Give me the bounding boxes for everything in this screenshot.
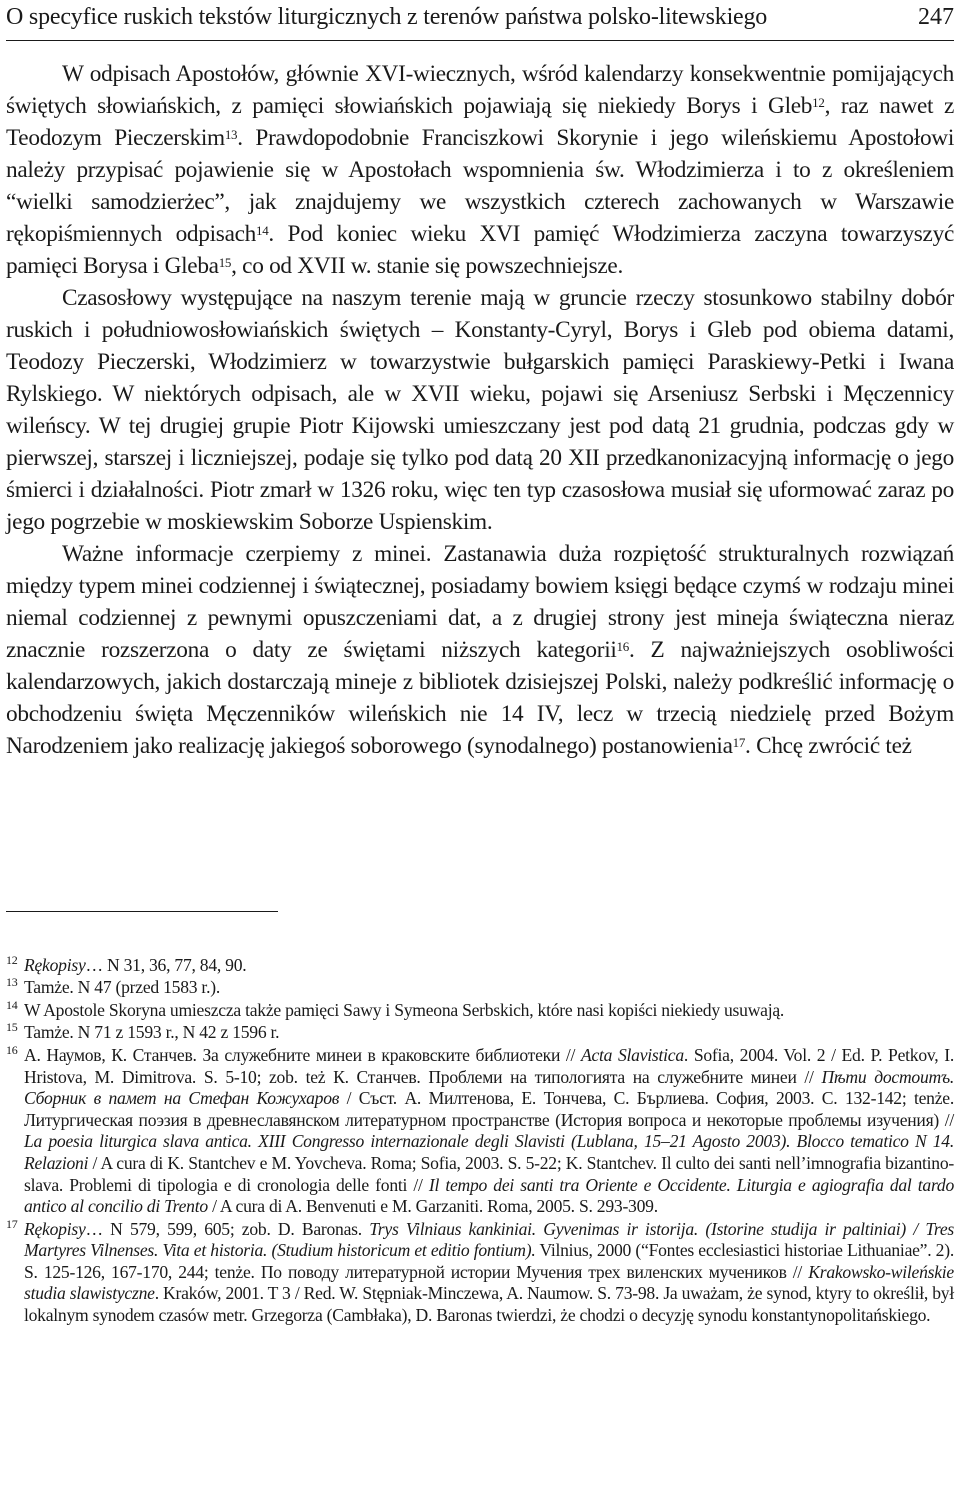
footnote-text: Vilnius, 2000 (“Fontes ecclesiastici historiae Lithuaniae”. 2). S. 125-126, 167-170, 244; tenże. По поводу литературной истории Мучения трех виленских мучеников // <box>24 1240 954 1282</box>
text-run: . Pod koniec wieku XVI pamięć Włodzimierza zaczyna towarzyszyć pamięci Borysa i Gleba <box>6 221 954 279</box>
footnote-text: W Apostole Skoryna umieszcza także pamięci Sawy i Symeona Serbskich, które nasi kopiści niekiedy usuwają. <box>24 999 785 1020</box>
text-run: . Prawdopodobnie Franciszkowi Skorynie i jego wileńskiemu Apostołowi należy przypisać pojawienie się w Apostołach wspomnienia św. Włodzimierza i to z określeniem “wielki samodzierżec”, jak znajdujemy we wszystkich czterech zachowanych w Warszawie rękopiśmiennych odpisach <box>6 125 954 247</box>
page-number: 247 <box>918 4 954 30</box>
text-run: . Chcę zwrócić też <box>745 733 912 759</box>
footnote-italic: Rękopisy <box>24 1218 86 1239</box>
paragraph-2: Czasosłowy występujące na naszym terenie mają w gruncie rzeczy stosunkowo stabilny dobór ruskich i południowosłowiańskich świętych – Konstanty-Cyryl, Borys i Gleb pod obiema datami, Teodozy Pieczerski, Włodzimierz w towarzystwie bułgarskich pamięci Paraskiewy-Petki i Iwana Rylskiego. W niektórych odpisach, ale w XVII wieku, pojawi się Arseniusz Serbski i Męczennicy wileńscy. W tej drugiej grupie Piotr Kijowski umieszczany jest pod datą 21 grudnia, podczas gdy w pierwszej, starszej i liczniejszej, podaje się tylko pod datą 20 XII przedkanonizacyjną informację o jego śmierci i działalności. Piotr zmarł w 1326 roku, więc ten typ czasosłowa musiał się uformować zaraz po jego pogrzebie w moskiewskim Soborze Uspienskim. <box>6 285 954 535</box>
footnote-text: / Съст. А. Милтенова, Е. Тончева, С. Бърлиева. София, 2003. С. 132-142; tenże. Литургическая поэзия в древнеславянском литературном пространстве (История вопроса и некоторые проблемы изучения) // <box>24 1088 954 1130</box>
text-run: . Z najważniejszych osobliwości kalendarzowych, jakich dostarczają mineje z bibliotek dzisiejszej Polski, należy podkreślić informację o obchodzeniu święta Męczenników wileńskich nie 14 IV, lecz w trzecią niedzielę przed Bożym Narodzeniem jako realizację jakiegoś soborowego (synodalnego) postanowienia <box>6 637 954 759</box>
running-title: O specyfice ruskich tekstów liturgicznych z terenów państwa polsko-litewskiego <box>6 4 768 30</box>
main-text <box>6 58 954 762</box>
footnote-text: . Kraków, 2001. T 3 / Red. W. Stępniak-Minczewa, A. Naumow. S. 73-98. Ja uważam, że synod, ktyry to określił, był lokalnym synodem czasów metr. Grzegorza (Cambłaka), D. Baronas twierdzi, że chodzi o decyzję synodu konstantynopolitańskiego. <box>24 1283 954 1325</box>
footnote-italic: Пѣти достоитъ. Сборник в памет на Стефан Кожухаров <box>24 1066 954 1109</box>
footnote-text: . Sofia, 2004. Vol. 2 / Ed. P. Petkov, I. Hristova, M. Dimitrova. S. 5-10; zob. też К. Станчев. Проблеми на типологията на служебните минеи // <box>24 1044 954 1087</box>
footnote-italic: Rękopisy <box>24 955 86 975</box>
footnote-15 <box>6 1022 954 1044</box>
footnote-ref-14[interactable]: 14 <box>256 222 269 238</box>
text-run: W odpisach Apostołów, głównie XVI-wiecznych, wśród kalendarzy konsekwentnie pomijających świętych słowiańskich, z pamięci słowiańskich pojawiają się niekiedy Borys i Gleb <box>6 61 954 119</box>
footnote-italic: Trys Vilniaus kankiniai. Gyvenimas ir istorija. (Istorine studija ir paltiniai) / Tres Martyres Vilnenses. Vita et historia. (Studium historicum et editio fontium). <box>24 1218 954 1261</box>
footnote-text: … N 579, 599, 605; zob. D. Baronas. <box>85 1218 370 1239</box>
paragraph-3 <box>6 538 954 762</box>
footnote-number: 15 <box>6 1020 18 1035</box>
text-run: , raz nawet z Teodozym Pieczerskim <box>6 93 954 151</box>
footnote-separator <box>6 911 278 912</box>
footnote-ref-17[interactable]: 17 <box>732 734 746 750</box>
footnote-14 <box>6 997 954 1022</box>
paragraph-1 <box>6 58 954 282</box>
footnote-12 <box>6 955 954 977</box>
footnote-ref-13[interactable]: 13 <box>224 126 238 142</box>
footnote-text: Tamże. N 47 (przed 1583 r.). <box>24 977 220 998</box>
footnote-italic: Il tempo dei santi tra Oriente e Occidente. Liturgia e agiografia dal tardo antico al concilio di Trento <box>24 1174 955 1217</box>
footnote-text: Tamże. N 71 z 1593 r., N 42 z 1596 r. <box>24 1022 280 1043</box>
footnote-number: 16 <box>6 1042 18 1057</box>
footnote-text: / A cura di A. Benvenuti e M. Garzaniti. Roma, 2005. S. 293-309. <box>207 1196 658 1217</box>
running-header <box>6 0 954 41</box>
footnote-text: … N 31, 36, 77, 84, 90. <box>85 955 247 975</box>
footnote-number: 12 <box>6 953 18 967</box>
footnote-text: А. Наумов, К. Станчев. За служебните минеи в краковските библиотеки // <box>24 1044 581 1065</box>
footnote-text: / A cura di K. Stantchev e M. Yovcheva. Roma; Sofia, 2003. S. 5-22; K. Stantchev. Il culto dei santi nell’imnografia bizantino-slava. Problemi di tipologia e di cronologia delle fonti // <box>24 1152 954 1195</box>
text-run: Ważne informacje czerpiemy z minei. Zastanawia duża rozpiętość strukturalnych rozwiązań między typem minei codziennej i świątecznej, posiadamy bowiem księgi będące czymś w rodzaju minei niemal codziennej z pewnymi opuszczeniami dat, a z drugiej strony jest mineja świąteczna nieraz znacznie rozszerzona o daty ze świętami niższych kategorii <box>6 541 954 663</box>
footnote-16 <box>6 1042 955 1218</box>
footnote-13 <box>6 977 954 999</box>
text-run: , co od XVII w. stanie się powszechniejsze. <box>231 253 623 279</box>
footnote-number: 17 <box>6 1216 18 1231</box>
footnote-17 <box>6 1216 954 1327</box>
footnote-italic: Acta Slavistica <box>580 1044 684 1065</box>
footnote-italic: La poesia liturgica slava antica. XIII Congresso internazionale degli Slavisti (Lublana, 15–21 Agosto 2003). Blocco tematico N 14. Relazioni <box>24 1131 954 1173</box>
footnote-number: 13 <box>6 975 18 990</box>
footnote-ref-15[interactable]: 15 <box>218 254 232 270</box>
footnote-number: 14 <box>6 997 18 1012</box>
footnote-ref-12[interactable]: 12 <box>812 94 825 110</box>
footnote-ref-16[interactable]: 16 <box>616 638 629 654</box>
footnotes <box>6 955 954 1327</box>
footnote-italic: Krakowsko-wileńskie studia slawistyczne <box>24 1261 954 1304</box>
